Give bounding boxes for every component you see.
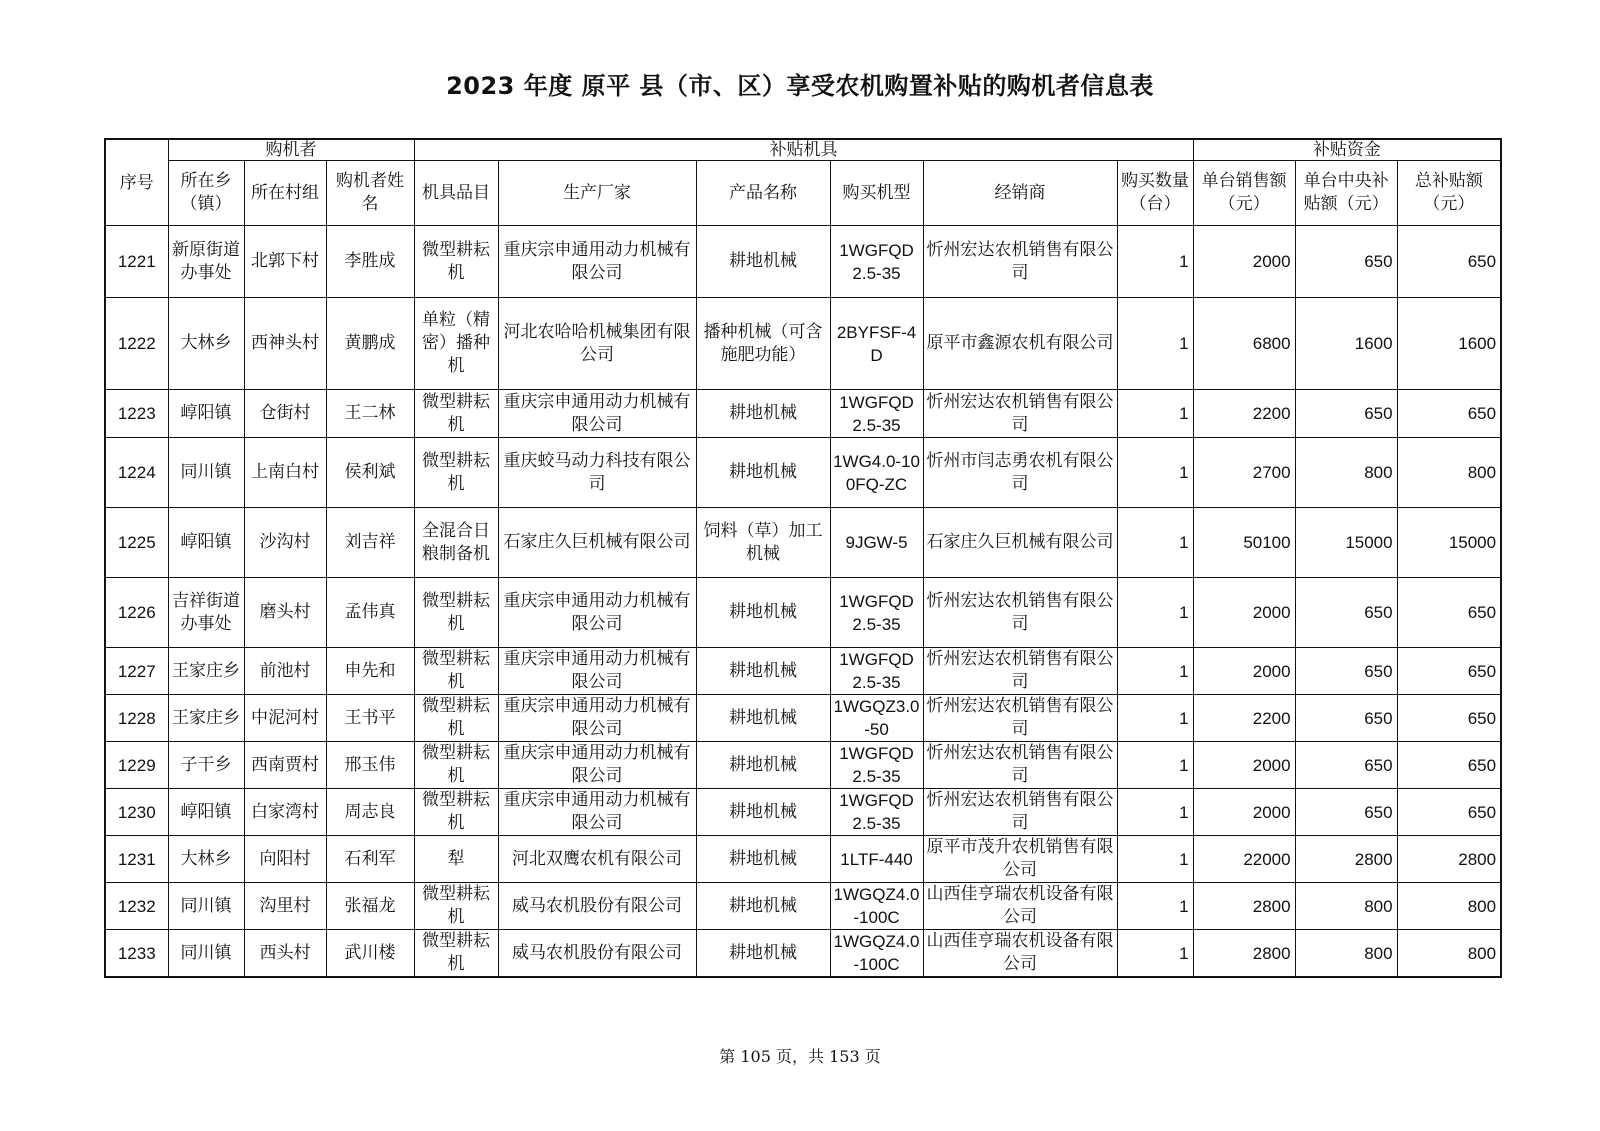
cell-product: 耕地机械 xyxy=(696,789,830,836)
cell-town: 同川镇 xyxy=(168,930,244,978)
cell-index: 1225 xyxy=(105,508,168,578)
cell-dealer: 原平市茂升农机销售有限公司 xyxy=(923,836,1117,883)
cell-central: 650 xyxy=(1295,226,1397,298)
cell-category: 犁 xyxy=(414,836,498,883)
cell-index: 1229 xyxy=(105,742,168,789)
header-group-row xyxy=(105,139,1501,161)
cell-category: 全混合日粮制备机 xyxy=(414,508,498,578)
cell-product: 耕地机械 xyxy=(696,578,830,648)
cell-town: 崞阳镇 xyxy=(168,789,244,836)
cell-model: 1WGQZ4.0-100C xyxy=(830,930,923,978)
cell-price: 2000 xyxy=(1193,648,1295,695)
cell-total: 650 xyxy=(1397,742,1501,789)
cell-index: 1230 xyxy=(105,789,168,836)
cell-town: 同川镇 xyxy=(168,883,244,930)
cell-total: 800 xyxy=(1397,438,1501,508)
cell-name: 黄鹏成 xyxy=(326,298,414,390)
table-row xyxy=(105,648,1501,695)
cell-central: 800 xyxy=(1295,883,1397,930)
cell-index: 1232 xyxy=(105,883,168,930)
cell-village: 磨头村 xyxy=(244,578,326,648)
cell-village: 北郭下村 xyxy=(244,226,326,298)
cell-qty: 1 xyxy=(1117,226,1193,298)
cell-model: 1WGFQD2.5-35 xyxy=(830,742,923,789)
page-title: 2023 年度 原平 县（市、区）享受农机购置补贴的购机者信息表 xyxy=(446,72,1154,100)
cell-category: 微型耕耘机 xyxy=(414,438,498,508)
cell-town: 新原街道办事处 xyxy=(168,226,244,298)
cell-maker: 重庆宗申通用动力机械有限公司 xyxy=(498,390,696,438)
table-row xyxy=(105,695,1501,742)
cell-dealer: 忻州宏达农机销售有限公司 xyxy=(923,390,1117,438)
cell-maker: 重庆宗申通用动力机械有限公司 xyxy=(498,742,696,789)
cell-total: 15000 xyxy=(1397,508,1501,578)
cell-dealer: 忻州宏达农机销售有限公司 xyxy=(923,648,1117,695)
header-village: 所在村组 xyxy=(244,161,326,226)
cell-town: 崞阳镇 xyxy=(168,390,244,438)
header-qty: 购买数量（台） xyxy=(1117,161,1193,226)
table-row xyxy=(105,578,1501,648)
cell-category: 微型耕耘机 xyxy=(414,578,498,648)
cell-name: 申先和 xyxy=(326,648,414,695)
cell-model: 9JGW-5 xyxy=(830,508,923,578)
cell-total: 650 xyxy=(1397,390,1501,438)
header-town: 所在乡（镇） xyxy=(168,161,244,226)
cell-price: 2000 xyxy=(1193,578,1295,648)
cell-model: 1WGFQD2.5-35 xyxy=(830,648,923,695)
cell-model: 1WGFQD2.5-35 xyxy=(830,390,923,438)
cell-price: 2700 xyxy=(1193,438,1295,508)
cell-name: 周志良 xyxy=(326,789,414,836)
table-row xyxy=(105,438,1501,508)
cell-index: 1228 xyxy=(105,695,168,742)
cell-product: 耕地机械 xyxy=(696,438,830,508)
header-maker: 生产厂家 xyxy=(498,161,696,226)
cell-name: 王二林 xyxy=(326,390,414,438)
cell-village: 西南贾村 xyxy=(244,742,326,789)
cell-product: 耕地机械 xyxy=(696,883,830,930)
cell-village: 沟里村 xyxy=(244,883,326,930)
cell-town: 子干乡 xyxy=(168,742,244,789)
cell-qty: 1 xyxy=(1117,508,1193,578)
cell-category: 微型耕耘机 xyxy=(414,742,498,789)
cell-village: 向阳村 xyxy=(244,836,326,883)
header-name: 购机者姓名 xyxy=(326,161,414,226)
cell-price: 2000 xyxy=(1193,789,1295,836)
cell-product: 饲料（草）加工机械 xyxy=(696,508,830,578)
cell-product: 耕地机械 xyxy=(696,742,830,789)
cell-maker: 威马农机股份有限公司 xyxy=(498,930,696,978)
cell-town: 王家庄乡 xyxy=(168,648,244,695)
cell-price: 2000 xyxy=(1193,226,1295,298)
cell-price: 2200 xyxy=(1193,695,1295,742)
cell-index: 1231 xyxy=(105,836,168,883)
cell-qty: 1 xyxy=(1117,298,1193,390)
table-row xyxy=(105,742,1501,789)
cell-maker: 重庆宗申通用动力机械有限公司 xyxy=(498,789,696,836)
cell-town: 大林乡 xyxy=(168,298,244,390)
cell-qty: 1 xyxy=(1117,578,1193,648)
cell-name: 石利军 xyxy=(326,836,414,883)
cell-village: 沙沟村 xyxy=(244,508,326,578)
subsidy-table-container xyxy=(104,138,1500,978)
cell-product: 耕地机械 xyxy=(696,695,830,742)
cell-central: 1600 xyxy=(1295,298,1397,390)
cell-qty: 1 xyxy=(1117,695,1193,742)
cell-central: 650 xyxy=(1295,789,1397,836)
cell-index: 1223 xyxy=(105,390,168,438)
cell-town: 吉祥街道办事处 xyxy=(168,578,244,648)
cell-total: 650 xyxy=(1397,695,1501,742)
cell-category: 单粒（精密）播种机 xyxy=(414,298,498,390)
cell-village: 白家湾村 xyxy=(244,789,326,836)
cell-central: 650 xyxy=(1295,578,1397,648)
cell-central: 15000 xyxy=(1295,508,1397,578)
cell-maker: 重庆宗申通用动力机械有限公司 xyxy=(498,695,696,742)
cell-index: 1227 xyxy=(105,648,168,695)
cell-product: 耕地机械 xyxy=(696,930,830,978)
table-row xyxy=(105,508,1501,578)
cell-category: 微型耕耘机 xyxy=(414,390,498,438)
cell-dealer: 原平市鑫源农机有限公司 xyxy=(923,298,1117,390)
header-product: 产品名称 xyxy=(696,161,830,226)
cell-total: 800 xyxy=(1397,930,1501,978)
cell-index: 1233 xyxy=(105,930,168,978)
cell-dealer: 石家庄久巨机械有限公司 xyxy=(923,508,1117,578)
cell-central: 650 xyxy=(1295,695,1397,742)
cell-total: 650 xyxy=(1397,648,1501,695)
header-category: 机具品目 xyxy=(414,161,498,226)
cell-central: 650 xyxy=(1295,648,1397,695)
cell-central: 2800 xyxy=(1295,836,1397,883)
cell-category: 微型耕耘机 xyxy=(414,930,498,978)
cell-price: 2800 xyxy=(1193,930,1295,978)
cell-town: 大林乡 xyxy=(168,836,244,883)
cell-price: 2000 xyxy=(1193,742,1295,789)
cell-qty: 1 xyxy=(1117,390,1193,438)
cell-model: 1WGQZ3.0-50 xyxy=(830,695,923,742)
cell-model: 1LTF-440 xyxy=(830,836,923,883)
header-group-funds: 补贴资金 xyxy=(1193,139,1501,161)
cell-dealer: 忻州宏达农机销售有限公司 xyxy=(923,226,1117,298)
cell-name: 侯利斌 xyxy=(326,438,414,508)
cell-model: 2BYFSF-4D xyxy=(830,298,923,390)
cell-village: 西头村 xyxy=(244,930,326,978)
cell-dealer: 山西佳亨瑞农机设备有限公司 xyxy=(923,883,1117,930)
cell-name: 武川楼 xyxy=(326,930,414,978)
cell-product: 耕地机械 xyxy=(696,836,830,883)
cell-qty: 1 xyxy=(1117,930,1193,978)
cell-index: 1226 xyxy=(105,578,168,648)
cell-qty: 1 xyxy=(1117,789,1193,836)
table-row xyxy=(105,226,1501,298)
cell-model: 1WGFQD2.5-35 xyxy=(830,789,923,836)
cell-qty: 1 xyxy=(1117,742,1193,789)
cell-village: 西神头村 xyxy=(244,298,326,390)
cell-index: 1221 xyxy=(105,226,168,298)
cell-qty: 1 xyxy=(1117,836,1193,883)
page-footer: 第 105 页，共 153 页 xyxy=(719,1047,881,1066)
cell-price: 6800 xyxy=(1193,298,1295,390)
cell-name: 王书平 xyxy=(326,695,414,742)
cell-model: 1WGFQD2.5-35 xyxy=(830,226,923,298)
cell-dealer: 忻州宏达农机销售有限公司 xyxy=(923,695,1117,742)
table-body xyxy=(105,226,1501,978)
header-price: 单台销售额（元） xyxy=(1193,161,1295,226)
cell-maker: 河北农哈哈机械集团有限公司 xyxy=(498,298,696,390)
cell-maker: 重庆宗申通用动力机械有限公司 xyxy=(498,648,696,695)
cell-dealer: 忻州宏达农机销售有限公司 xyxy=(923,742,1117,789)
cell-product: 播种机械（可含施肥功能） xyxy=(696,298,830,390)
cell-central: 800 xyxy=(1295,930,1397,978)
cell-index: 1222 xyxy=(105,298,168,390)
cell-town: 崞阳镇 xyxy=(168,508,244,578)
cell-name: 邢玉伟 xyxy=(326,742,414,789)
cell-model: 1WGQZ4.0-100C xyxy=(830,883,923,930)
cell-name: 刘吉祥 xyxy=(326,508,414,578)
cell-central: 650 xyxy=(1295,390,1397,438)
cell-category: 微型耕耘机 xyxy=(414,226,498,298)
table-row xyxy=(105,930,1501,978)
cell-maker: 重庆宗申通用动力机械有限公司 xyxy=(498,578,696,648)
cell-model: 1WGFQD2.5-35 xyxy=(830,578,923,648)
cell-total: 1600 xyxy=(1397,298,1501,390)
header-model: 购买机型 xyxy=(830,161,923,226)
cell-category: 微型耕耘机 xyxy=(414,789,498,836)
cell-total: 2800 xyxy=(1397,836,1501,883)
cell-name: 张福龙 xyxy=(326,883,414,930)
cell-maker: 重庆蛟马动力科技有限公司 xyxy=(498,438,696,508)
cell-dealer: 忻州宏达农机销售有限公司 xyxy=(923,789,1117,836)
cell-maker: 河北双鹰农机有限公司 xyxy=(498,836,696,883)
cell-price: 50100 xyxy=(1193,508,1295,578)
cell-town: 王家庄乡 xyxy=(168,695,244,742)
cell-qty: 1 xyxy=(1117,438,1193,508)
cell-product: 耕地机械 xyxy=(696,226,830,298)
cell-qty: 1 xyxy=(1117,883,1193,930)
table-row xyxy=(105,298,1501,390)
cell-model: 1WG4.0-100FQ-ZC xyxy=(830,438,923,508)
cell-name: 孟伟真 xyxy=(326,578,414,648)
cell-village: 仓街村 xyxy=(244,390,326,438)
header-index: 序号 xyxy=(105,139,168,226)
cell-category: 微型耕耘机 xyxy=(414,883,498,930)
cell-dealer: 山西佳亨瑞农机设备有限公司 xyxy=(923,930,1117,978)
cell-total: 650 xyxy=(1397,578,1501,648)
cell-price: 2200 xyxy=(1193,390,1295,438)
cell-product: 耕地机械 xyxy=(696,648,830,695)
cell-product: 耕地机械 xyxy=(696,390,830,438)
header-group-machine: 补贴机具 xyxy=(414,139,1193,161)
cell-name: 李胜成 xyxy=(326,226,414,298)
cell-central: 650 xyxy=(1295,742,1397,789)
cell-maker: 石家庄久巨机械有限公司 xyxy=(498,508,696,578)
cell-price: 22000 xyxy=(1193,836,1295,883)
cell-town: 同川镇 xyxy=(168,438,244,508)
cell-dealer: 忻州市闫志勇农机有限公司 xyxy=(923,438,1117,508)
cell-village: 前池村 xyxy=(244,648,326,695)
cell-maker: 威马农机股份有限公司 xyxy=(498,883,696,930)
header-dealer: 经销商 xyxy=(923,161,1117,226)
cell-total: 650 xyxy=(1397,789,1501,836)
cell-category: 微型耕耘机 xyxy=(414,648,498,695)
cell-price: 2800 xyxy=(1193,883,1295,930)
cell-total: 650 xyxy=(1397,226,1501,298)
header-group-buyer: 购机者 xyxy=(168,139,414,161)
header-column-row xyxy=(105,161,1501,226)
cell-dealer: 忻州宏达农机销售有限公司 xyxy=(923,578,1117,648)
cell-category: 微型耕耘机 xyxy=(414,695,498,742)
cell-village: 中泥河村 xyxy=(244,695,326,742)
subsidy-table xyxy=(104,138,1502,978)
table-row xyxy=(105,836,1501,883)
table-row xyxy=(105,789,1501,836)
cell-maker: 重庆宗申通用动力机械有限公司 xyxy=(498,226,696,298)
cell-village: 上南白村 xyxy=(244,438,326,508)
table-row xyxy=(105,883,1501,930)
cell-total: 800 xyxy=(1397,883,1501,930)
cell-central: 800 xyxy=(1295,438,1397,508)
header-total: 总补贴额（元） xyxy=(1397,161,1501,226)
cell-qty: 1 xyxy=(1117,648,1193,695)
cell-index: 1224 xyxy=(105,438,168,508)
table-row xyxy=(105,390,1501,438)
header-central: 单台中央补贴额（元） xyxy=(1295,161,1397,226)
